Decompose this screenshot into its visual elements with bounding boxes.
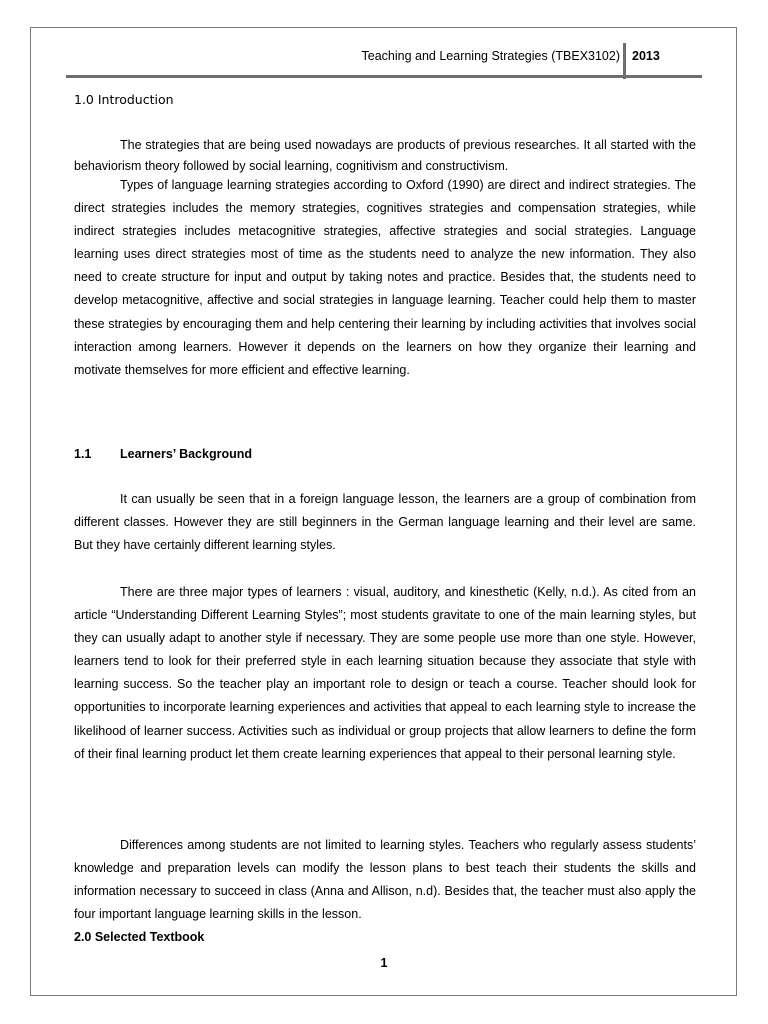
learners-paragraph-3: Differences among students are not limited to learning styles. Teachers who regularly assess students’ knowledge and preparation levels can modify the lesson plans to best teach their students the skills and information necessary to succeed in class (Anna and Allison, n.d). Besides that, the teacher must also apply the four important language learning skills in the lesson.: [74, 838, 696, 922]
learners-heading-text: Learners’ Background: [120, 447, 252, 461]
textbook-heading: 2.0 Selected Textbook: [74, 930, 205, 944]
intro-paragraph-1: The strategies that are being used nowadays are products of previous researches. It all started with the behaviorism theory followed by social learning, cognitivism and constructivism.: [74, 138, 696, 173]
intro-heading: 1.0 Introduction: [74, 92, 174, 107]
learners-heading: [74, 447, 252, 461]
learners-section-number: 1.1: [74, 447, 92, 461]
page-header: [66, 43, 702, 79]
header-title: Teaching and Learning Strategies (TBEX3102): [361, 49, 620, 63]
header-year: 2013: [632, 49, 660, 63]
header-separator: [623, 43, 626, 79]
page-number: 1: [380, 956, 388, 970]
learners-paragraph-1: It can usually be seen that in a foreign language lesson, the learners are a group of combination from different classes. However they are still beginners in the German language learning and their level are same. But they have certainly different learning styles.: [74, 492, 696, 553]
header-rule: [66, 75, 702, 78]
learners-paragraph-2: There are three major types of learners : visual, auditory, and kinesthetic (Kelly, n.d.). As cited from an article “Understanding Different Learning Styles”; most students gravitate to one of the main learning styles, but they can usually adapt to another style if necessary. They are some people use more than one style. However, learners tend to look for their preferred style in each learning situation because they associate that style with learning success. So the teacher play an important role to design or teach a course. Teacher should look for opportunities to incorporate learning experiences and activities that appeal to each learning style to increase the likelihood of learner success. Activities such as individual or group projects that allow learners to define the form of their final learning product let them create learning experiences that appeal to their personal learning style.: [74, 585, 696, 761]
intro-paragraph-2: Types of language learning strategies according to Oxford (1990) are direct and indirect strategies. The direct strategies includes the memory strategies, cognitives strategies and compensation strategies, while indirect strategies includes metacognitive strategies, affective strategies and social strategies. Language learning uses direct strategies most of time as the students need to analyze the new information. They also need to create structure for input and output by taking notes and practice. Besides that, the students need to develop metacognitive, affective and social strategies in language learning. Teacher could help them to master these strategies by encouraging them and help centering their learning by including activities that involves social interaction among learners. However it depends on the learners on how they organize their learning and motivate themselves for more efficient and effective learning.: [74, 178, 696, 377]
